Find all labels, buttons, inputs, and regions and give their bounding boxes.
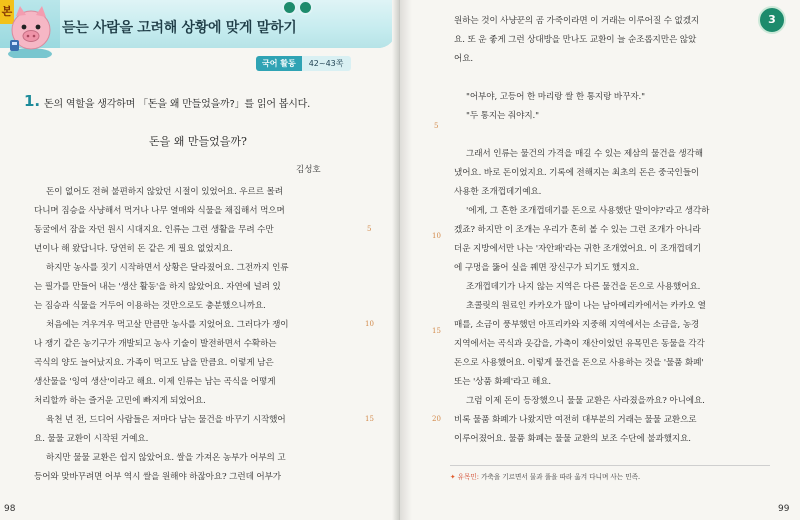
footnote-text: 가축을 기르면서 물과 풀을 따라 옮겨 다니며 사는 민족. bbox=[478, 473, 641, 481]
text-line: 는 필가를 만들어 내는 '생산 활동'을 하지 않았어요. 자연에 널려 있 bbox=[34, 282, 281, 292]
dot-icon bbox=[298, 0, 313, 15]
author: 김성호 bbox=[296, 165, 321, 175]
text-line: 동굴에서 잠을 자던 원시 시대지요. 인류는 그런 생활을 무려 수만 bbox=[34, 225, 274, 235]
text-line: 생산물을 '잉여 생산'이라고 해요. 이제 인류는 남는 곡식을 어떻게 bbox=[34, 377, 276, 387]
text-line: 조개껍데기가 나지 않는 지역은 다른 물건을 돈으로 사용했어요. bbox=[466, 282, 701, 292]
unit-tab: 본 bbox=[0, 0, 14, 24]
text-line: 에 구멍을 뚫어 실을 꿰면 장신구가 되기도 했지요. bbox=[454, 263, 640, 273]
decorative-dots bbox=[282, 0, 314, 19]
line-number: 5 bbox=[434, 122, 439, 130]
footnote bbox=[450, 465, 770, 481]
activity-pages: 42~43쪽 bbox=[302, 56, 351, 71]
text-line: 는 짐승과 식물을 거두어 이용하는 것만으로도 충분했으니까요. bbox=[34, 301, 266, 311]
line-number: 10 bbox=[432, 232, 441, 240]
chapter-badge: 3 bbox=[758, 6, 786, 34]
text-line: 육천 년 전, 드디어 사람들은 저마다 남는 물건을 바꾸기 시작했어 bbox=[46, 415, 286, 425]
text-line: 지역에서는 곡식과 옷감을, 가축이 재산이었던 유목민은 동물을 각각 bbox=[454, 339, 705, 349]
line-number: 10 bbox=[365, 320, 374, 328]
line-number: 20 bbox=[432, 415, 441, 423]
text-line: 요. 또 운 좋게 그런 상대방을 만나도 교환이 늘 순조롭지만은 않았 bbox=[454, 35, 697, 45]
story-title: 돈을 왜 만들었을까? bbox=[149, 135, 247, 148]
text-line: 또는 '상품 화폐'라고 해요. bbox=[454, 377, 552, 387]
right-body-text bbox=[454, 12, 709, 449]
text-line: 냈어요. 바로 돈이었지요. 기록에 전해지는 최초의 돈은 중국인들이 bbox=[454, 168, 700, 178]
right-page bbox=[400, 0, 800, 520]
text-line: 이루어졌어요. 물품 화폐는 물물 교환의 보조 수단에 불과했지요. bbox=[454, 434, 691, 444]
text-line: 겠죠? 하지만 이 조개는 우리가 흔히 볼 수 있는 그런 조개가 아니라 bbox=[454, 225, 701, 235]
text-line: 년이나 해 왔답니다. 당연히 돈 같은 게 필요 없었지요. bbox=[34, 244, 233, 254]
text-line: 처리할까 하는 즐거운 고민에 빠지게 되었어요. bbox=[34, 396, 206, 406]
footnote-term: 유목민: bbox=[457, 473, 479, 481]
text-line: 사용한 조개껍데기예요. bbox=[454, 187, 542, 197]
pig-mascot-icon bbox=[4, 2, 54, 58]
line-number: 15 bbox=[365, 415, 374, 423]
text-line: 매를, 소금이 풍부했던 아프리카와 지중해 지역에서는 소금을, 농경 bbox=[454, 320, 700, 330]
text-line: 비록 물품 화폐가 나왔지만 여전히 대부분의 거래는 물물 교환으로 bbox=[454, 415, 697, 425]
text-line: 돈이 없어도 전혀 불편하지 않았던 시절이 있었어요. 우르르 몰려 bbox=[46, 187, 283, 197]
text-line: 그럼 이제 돈이 등장했으니 물물 교환은 사라졌을까요? 아니에요. bbox=[466, 396, 705, 406]
footnote-star-icon: ✦ bbox=[450, 473, 456, 481]
text-line: 나 쟁기 같은 농기구가 개발되고 농사 기술이 발전하면서 수확하는 bbox=[34, 339, 277, 349]
line-number: 15 bbox=[432, 327, 441, 335]
dot-icon bbox=[282, 0, 297, 15]
left-body-text bbox=[34, 183, 289, 487]
question-number: 1. bbox=[24, 92, 41, 110]
line-number: 5 bbox=[367, 225, 372, 233]
page-number-right: 99 bbox=[778, 504, 790, 514]
text-line: 더운 지방에서만 나는 '자안패'라는 귀한 조개였어요. 이 조개껍데기 bbox=[454, 244, 702, 254]
text-line: 곡식의 양도 늘어났지요. 가족이 먹고도 남을 만큼요. 이렇게 남은 bbox=[34, 358, 274, 368]
text-line: 그래서 인류는 물건의 가격을 매길 수 있는 제삼의 물건을 생각해 bbox=[466, 149, 703, 159]
question-text: 돈의 역할을 생각하며 「돈을 왜 만들었을까?」를 읽어 봅시다. bbox=[44, 99, 311, 110]
left-page bbox=[0, 0, 396, 520]
lesson-title: 듣는 사람을 고려해 상황에 맞게 말하기 bbox=[62, 20, 297, 36]
text-line: 원하는 것이 사냥꾼의 곰 가죽이라면 이 거래는 이루어질 수 없겠지 bbox=[454, 16, 700, 26]
text-line: 돈으로 사용했어요. 이렇게 물건을 돈으로 사용하는 것을 '물품 화폐' bbox=[454, 358, 704, 368]
activity-tag: 국어 활동 bbox=[256, 56, 302, 71]
activity-label bbox=[256, 56, 351, 71]
text-line: 요. 물물 교환이 시작된 거예요. bbox=[34, 434, 149, 444]
text-line: "두 통지는 줘야지." bbox=[466, 111, 540, 121]
text-line: 처음에는 겨우겨우 먹고살 만큼만 농사를 지었어요. 그러다가 쟁이 bbox=[46, 320, 289, 330]
text-line: "어부야, 고등어 한 마리랑 쌀 한 통지랑 바꾸자." bbox=[466, 92, 646, 102]
text-line: 하지만 물물 교환은 쉽지 않았어요. 쌀을 가져온 농부가 어부의 고 bbox=[46, 453, 286, 463]
text-line: 다니며 짐승을 사냥해서 먹거나 나무 열매와 식물을 채집해서 먹으며 bbox=[34, 206, 285, 216]
text-line: '에게, 그 흔한 조개껍데기를 돈으로 사용했단 말이야?'라고 생각하 bbox=[466, 206, 710, 216]
text-line: 초콜릿의 원료인 카카오가 많이 나는 남아메리카에서는 카카오 열 bbox=[466, 301, 706, 311]
text-line: 어요. bbox=[454, 54, 474, 64]
page-number-left: 98 bbox=[4, 504, 16, 514]
text-line: 등어와 맞바꾸려면 어부 역시 쌀을 원해야 하잖아요? 그런데 어부가 bbox=[34, 472, 282, 482]
text-line: 하지만 농사를 짓기 시작하면서 상황은 달라졌어요. 그전까지 인류 bbox=[46, 263, 289, 273]
fold-shadow bbox=[400, 0, 412, 520]
